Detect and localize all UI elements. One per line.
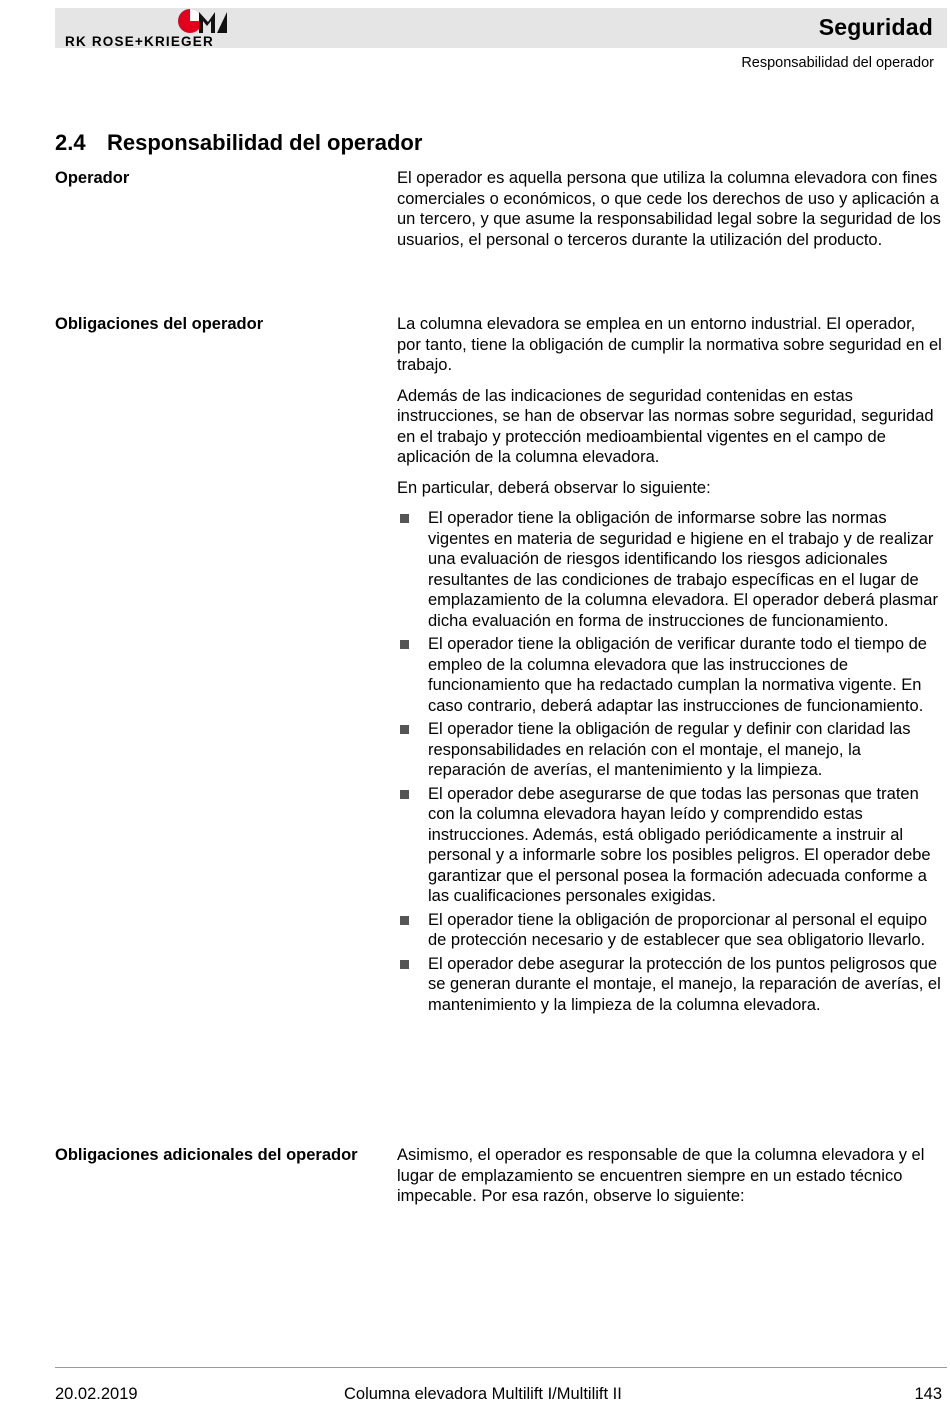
- footer-product: Columna elevadora Multilift I/Multilift II: [344, 1385, 622, 1403]
- square-bullet-icon: [400, 790, 409, 799]
- square-bullet-icon: [400, 514, 409, 523]
- logo-text: RK ROSE+KRIEGER: [65, 34, 214, 49]
- footer-page-number: 143: [914, 1385, 942, 1403]
- list-item: [397, 910, 943, 951]
- obligaciones-paragraph-3: En particular, deberá observar lo siguiente:: [397, 478, 711, 497]
- operador-paragraph: El operador es aquella persona que utiliza la columna elevadora con fines comerciales o económicos, o que cede los derechos de uso y aplicación a un tercero, y que asume la responsabilidad legal sobre la seguridad de los usuarios, el personal o terceros durante la utilización del producto.: [397, 169, 941, 249]
- operador-text-block: [397, 168, 943, 260]
- footer-date: 20.02.2019: [55, 1385, 138, 1403]
- adicionales-paragraph: Asimismo, el operador es responsable de que la columna elevadora y el lugar de emplazamiento se encuentren siempre en un estado técnico impecable. Por esa razón, observe lo siguiente:: [397, 1146, 925, 1205]
- list-item-text: El operador debe asegurarse de que todas las personas que traten con la columna elevadora hayan leído y comprendido estas instrucciones. Además, está obligado periódicamente a instruir al personal y a informarle sobre los posibles peligros. El operador debe garantizar que el personal posea la formación adecuada conforme a las cualificaciones personales exigidas.: [428, 784, 931, 905]
- company-logo: [63, 8, 231, 50]
- list-item-text: El operador tiene la obligación de proporcionar al personal el equipo de protección necesario y de establecer que sea obligatorio llevarlo.: [428, 910, 928, 949]
- adicionales-text-block: [397, 1145, 943, 1217]
- square-bullet-icon: [400, 960, 409, 969]
- list-item-text: El operador tiene la obligación de informarse sobre las normas vigentes en materia de seguridad e higiene en el trabajo y de realizar una evaluación de riesgos identificando los riesgos adicionales resultantes de las condiciones de trabajo específicas en el lugar de emplazamiento de la columna elevadora. El operador deberá plasmar dicha evaluación en forma de instrucciones de funcionamiento.: [428, 509, 938, 630]
- list-item: [397, 954, 943, 1016]
- section-title: [55, 130, 422, 156]
- obligaciones-paragraph-2: Además de las indicaciones de seguridad contenidas en estas instrucciones, se han de observar las normas sobre seguridad, seguridad en el trabajo y protección medioambiental vigentes en el campo de aplicación de la columna elevadora.: [397, 386, 934, 466]
- header-subtitle: Responsabilidad del operador: [741, 55, 934, 71]
- logo-mark-icon: [177, 8, 229, 34]
- list-item-text: El operador debe asegurar la protección de los puntos peligrosos que se generan durante el montaje, el manejo, la reparación de averías, el mantenimiento y la limpieza de la columna elevadora.: [428, 954, 941, 1014]
- list-item: [397, 634, 943, 716]
- list-item-text: El operador tiene la obligación de regular y definir con claridad las responsabilidades en relación con el montaje, el manejo, la reparación de averías, el mantenimiento y la limpieza.: [428, 720, 911, 779]
- obligaciones-text-block: [397, 314, 943, 1018]
- label-obligaciones-adicionales: Obligaciones adicionales del operador: [55, 1146, 358, 1164]
- label-obligaciones: Obligaciones del operador: [55, 315, 264, 333]
- footer-divider: [55, 1367, 947, 1368]
- label-operador: Operador: [55, 169, 130, 187]
- obligaciones-paragraph-1: La columna elevadora se emplea en un entorno industrial. El operador, por tanto, tiene la obligación de cumplir la normativa sobre seguridad en el trabajo.: [397, 315, 942, 374]
- section-heading: Responsabilidad del operador: [107, 130, 423, 155]
- list-item: [397, 508, 943, 631]
- obligaciones-list: [397, 508, 943, 1015]
- section-number: 2.4: [55, 130, 86, 155]
- header-title: Seguridad: [818, 14, 933, 40]
- square-bullet-icon: [400, 640, 409, 649]
- list-item-text: El operador tiene la obligación de verificar durante todo el tiempo de empleo de la columna elevadora que las instrucciones de funcionamiento que ha redactado cumplan la normativa vigente. En caso contrario, deberá adaptar las instrucciones de funcionamiento.: [428, 635, 927, 715]
- list-item: [397, 719, 943, 781]
- square-bullet-icon: [400, 725, 409, 734]
- list-item: [397, 784, 943, 907]
- square-bullet-icon: [400, 916, 409, 925]
